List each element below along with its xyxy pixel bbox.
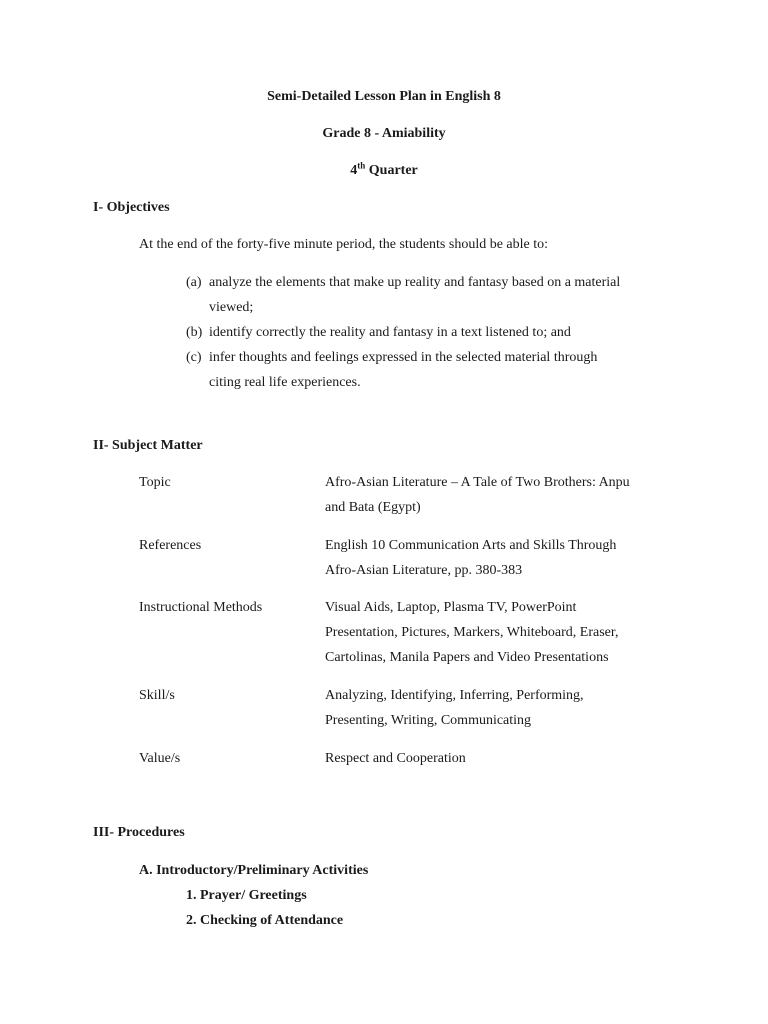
subject-label-skills: Skill/s xyxy=(139,688,175,703)
objectives-heading: I- Objectives xyxy=(93,200,170,215)
subject-value-topic: Afro-Asian Literature – A Tale of Two Brothers: Anpu and Bata (Egypt) xyxy=(325,475,630,515)
objective-b-text: identify correctly the reality and fantasy in a text listened to; and xyxy=(209,325,571,340)
subject-label-references: References xyxy=(139,538,202,553)
procedure-step-1: 1. Prayer/ Greetings xyxy=(186,888,307,903)
objective-a-marker: (a) xyxy=(186,275,202,290)
subject-label-values: Value/s xyxy=(139,751,181,766)
subject-value-references: English 10 Communication Arts and Skills Through Afro-Asian Literature, pp. 380-383 xyxy=(325,538,617,578)
grade-section: Grade 8 - Amiability xyxy=(322,126,446,141)
subject-value-values: Respect and Cooperation xyxy=(325,751,466,766)
procedures-section-a: A. Introductory/Preliminary Activities xyxy=(139,863,369,878)
procedures-heading: III- Procedures xyxy=(93,825,185,840)
subject-value-skills: Analyzing, Identifying, Inferring, Performing, Presenting, Writing, Communicating xyxy=(325,688,584,728)
objective-a-text: analyze the elements that make up reality and fantasy based on a material viewed; xyxy=(209,275,621,315)
objective-c-marker: (c) xyxy=(186,350,202,365)
subject-matter-heading: II- Subject Matter xyxy=(93,438,203,453)
subject-label-methods: Instructional Methods xyxy=(139,600,263,615)
objective-c-text: infer thoughts and feelings expressed in the selected material through citing real life experiences. xyxy=(209,350,598,390)
subject-value-methods: Visual Aids, Laptop, Plasma TV, PowerPoint Presentation, Pictures, Markers, Whiteboard, Eraser, Cartolinas, Manila Papers and Video Presentations xyxy=(325,600,619,665)
subject-label-topic: Topic xyxy=(139,475,171,490)
objectives-intro: At the end of the forty-five minute period, the students should be able to: xyxy=(139,237,549,252)
procedure-step-2: 2. Checking of Attendance xyxy=(186,913,344,928)
quarter-label: 4th Quarter xyxy=(350,160,418,178)
document-title: Semi-Detailed Lesson Plan in English 8 xyxy=(267,89,501,104)
objective-b-marker: (b) xyxy=(186,325,203,340)
